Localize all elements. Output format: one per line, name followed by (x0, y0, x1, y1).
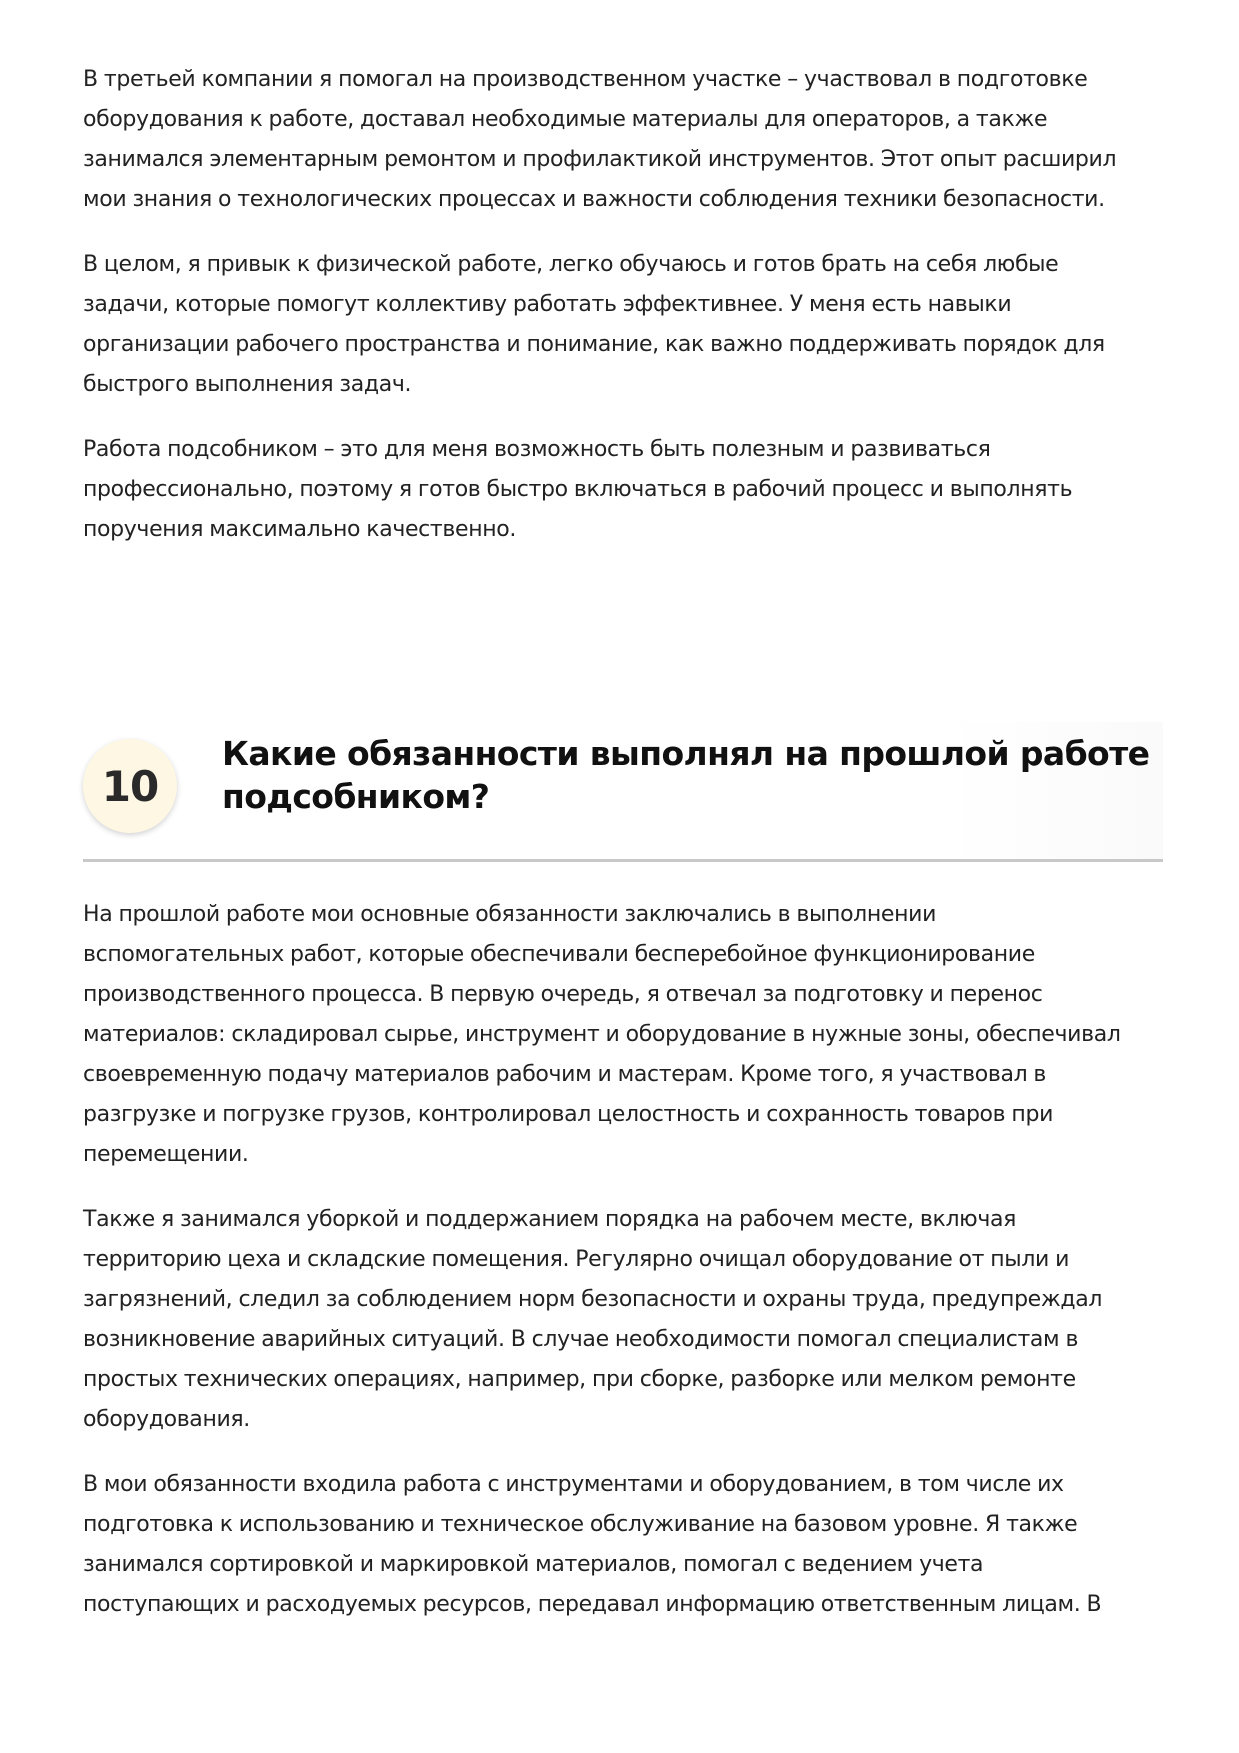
section-number-badge: 10 (83, 739, 177, 833)
section-header (83, 722, 1163, 862)
paragraph-motivation: Работа подсобником – это для меня возможность быть полезным и развиваться профессионально, поэтому я готов быстро включаться в рабочий процесс и выполнять поручения максимально качественно. (83, 437, 1073, 542)
paragraph-duties-tools: В мои обязанности входила работа с инструментами и оборудованием, в том числе их подготовка к использованию и техническое обслуживание на базовом уровне. Я также занимался сортировкой и маркировкой материалов, помогал с ведением учета поступающих и расходуемых ресурсов, передавал информацию ответственным лицам. В (83, 1472, 1102, 1617)
paragraph-third-company: В третьей компании я помогал на производственном участке – участвовал в подготовке оборудования к работе, доставал необходимые материалы для операторов, а также занимался элементарным ремонтом и профилактикой инструментов. Этот опыт расширил мои знания о технологических процессах и важности соблюдения техники безопасности. (83, 67, 1117, 212)
paragraph-summary: В целом, я привык к физической работе, легко обучаюсь и готов брать на себя любые задачи, которые помогут коллективу работать эффективнее. У меня есть навыки организации рабочего пространства и понимание, как важно поддерживать порядок для быстрого выполнения задач. (83, 252, 1105, 397)
paragraph-duties-cleaning: Также я занимался уборкой и поддержанием порядка на рабочем месте, включая территорию цеха и складские помещения. Регулярно очищал оборудование от пыли и загрязнений, следил за соблюдением норм безопасности и охраны труда, предупреждал возникновение аварийных ситуаций. В случае необходимости помогал специалистам в простых технических операциях, например, при сборке, разборке или мелком ремонте оборудования. (83, 1207, 1103, 1432)
section-title: Какие обязанности выполнял на прошлой работе подсобником? (222, 734, 1150, 816)
paragraph-duties-main: На прошлой работе мои основные обязанности заключались в выполнении вспомогательных работ, которые обеспечивали бесперебойное функционирование производственного процесса. В первую очередь, я отвечал за подготовку и перенос материалов: складировал сырье, инструмент и оборудование в нужные зоны, обеспечивал своевременную подачу материалов рабочим и мастерам. Кроме того, я участвовал в разгрузке и погрузке грузов, контролировал целостность и сохранность товаров при перемещении. (83, 902, 1121, 1167)
